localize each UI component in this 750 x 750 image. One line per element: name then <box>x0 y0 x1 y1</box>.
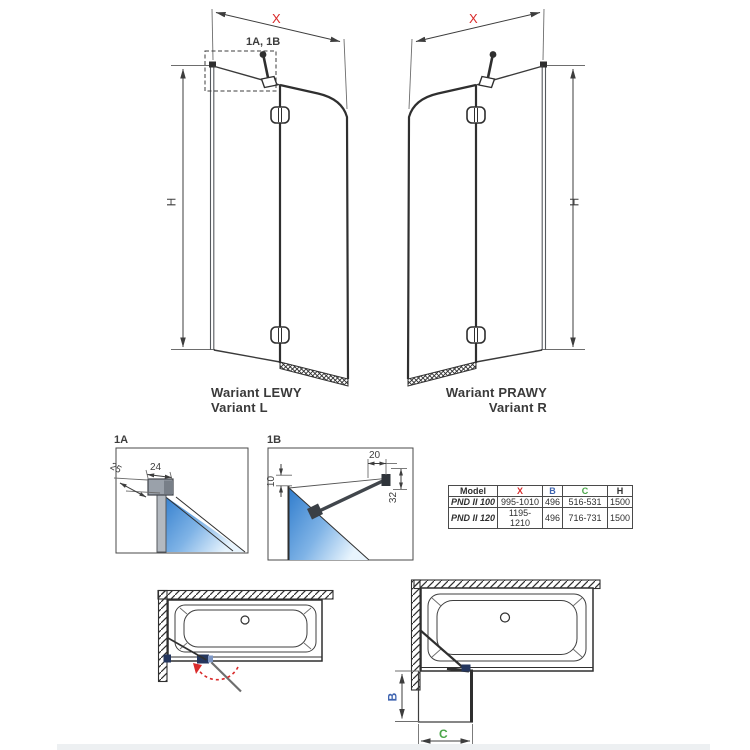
wall-bracket <box>382 474 391 486</box>
hinge-top <box>271 107 289 123</box>
table-header-row <box>449 486 633 497</box>
handle <box>479 51 496 87</box>
cell-b: 496 <box>543 497 563 508</box>
drain <box>241 616 249 624</box>
dim-c-plan: C <box>439 727 448 741</box>
bottom-edge-strip <box>57 744 710 750</box>
col-header-x: X <box>498 486 543 497</box>
dimension-table <box>448 485 633 529</box>
cell-b: 496 <box>543 508 563 529</box>
cell-x: 1195-1210 <box>498 508 543 529</box>
hinge-top <box>467 107 485 123</box>
plan-view-open-door <box>395 580 600 746</box>
table-row <box>449 508 633 529</box>
dim-24: 24 <box>150 462 162 473</box>
hinge-bottom <box>467 327 485 343</box>
pivot-bracket <box>462 665 471 672</box>
cell-model: PND II 120 <box>449 508 498 529</box>
wall-left <box>159 591 168 682</box>
col-header-c: C <box>563 486 608 497</box>
detail-1b-label: 1B <box>267 434 282 446</box>
col-header-model: Model <box>449 486 498 497</box>
handle <box>260 51 277 87</box>
variant-left-title-en: Variant L <box>211 400 268 415</box>
dim-20: 20 <box>369 450 381 461</box>
wall-top <box>414 580 600 589</box>
plan-view-swing <box>158 591 333 692</box>
dim-h-right: H <box>567 197 582 207</box>
table-row <box>449 497 633 508</box>
dim-x-right: X <box>469 11 478 26</box>
detail-1b <box>268 448 413 560</box>
dim-b-plan: B <box>385 692 400 702</box>
cell-h: 1500 <box>608 508 633 529</box>
dim-x-left: X <box>272 11 281 26</box>
detail-1a-label: 1A <box>114 434 129 446</box>
cell-model: PND II 100 <box>449 497 498 508</box>
variant-left-title-pl: Wariant LEWY <box>211 385 302 400</box>
col-header-h: H <box>608 486 633 497</box>
dim-32: 32 <box>388 491 400 504</box>
col-header-b: B <box>543 486 563 497</box>
wall-top <box>158 591 333 600</box>
cell-c: 716-731 <box>563 508 608 529</box>
clearance-outline <box>419 671 474 722</box>
bottom-seal-strip <box>280 362 348 386</box>
front-view-left-variant <box>171 9 348 386</box>
wall-bracket <box>164 655 172 663</box>
dim-25: 25 <box>108 460 124 477</box>
variant-right-title-pl: Wariant PRAWY <box>445 385 547 400</box>
door-open-position <box>212 663 242 692</box>
variant-right-title-en: Variant R <box>488 400 547 415</box>
detail-1a <box>114 448 248 553</box>
bottom-seal-strip <box>408 362 476 386</box>
dim-10: 10 <box>266 475 278 488</box>
cell-h: 1500 <box>608 497 633 508</box>
drain <box>501 613 510 622</box>
dim-h-left: H <box>164 197 179 207</box>
hinge-bottom <box>271 327 289 343</box>
detail-callout-label: 1A, 1B <box>246 36 281 48</box>
cell-x: 995-1010 <box>498 497 543 508</box>
front-view-right-variant <box>408 9 585 386</box>
cell-c: 516-531 <box>563 497 608 508</box>
